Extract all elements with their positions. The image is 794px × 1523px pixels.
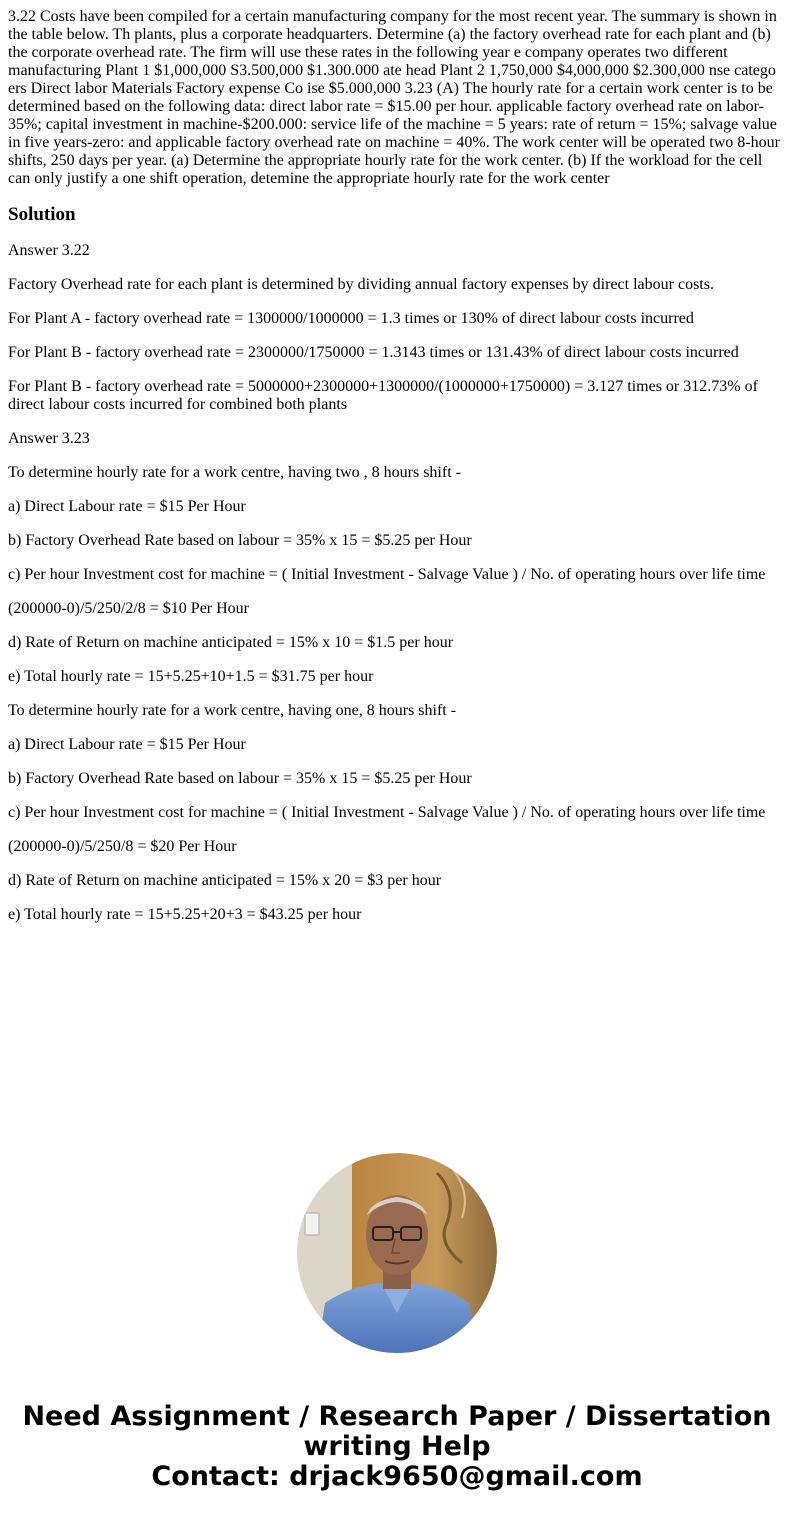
solution-paragraph: c) Per hour Investment cost for machine = ( Initial Investment - Salvage Value ) / No. of operating hours over life time <box>8 566 766 583</box>
contact-email: Contact: drjack9650@gmail.com <box>151 1461 643 1492</box>
solution-paragraph: To determine hourly rate for a work centre, having one, 8 hours shift - <box>8 702 457 719</box>
solution-paragraph: d) Rate of Return on machine anticipated = 15% x 20 = $3 per hour <box>8 872 442 889</box>
solution-paragraph: For Plant B - factory overhead rate = 5000000+2300000+1300000/(1000000+1750000) = 3.127 times or 312.73% of direct labour costs incurred for combined both plants <box>8 378 758 413</box>
solution-paragraph: For Plant B - factory overhead rate = 2300000/1750000 = 1.3143 times or 131.43% of direct labour costs incurred <box>8 344 739 361</box>
solution-paragraph: Answer 3.22 <box>8 242 90 259</box>
solution-paragraph: e) Total hourly rate = 15+5.25+20+3 = $43.25 per hour <box>8 906 362 923</box>
solution-heading: Solution <box>8 204 76 225</box>
solution-paragraph: b) Factory Overhead Rate based on labour = 35% x 15 = $5.25 per Hour <box>8 770 472 787</box>
solution-paragraph: a) Direct Labour rate = $15 Per Hour <box>8 498 246 515</box>
document-content <box>8 8 784 940</box>
promo-footer <box>0 1402 794 1492</box>
solution-paragraph: Factory Overhead rate for each plant is determined by dividing annual factory expenses by direct labour costs. <box>8 276 714 293</box>
solution-paragraph: To determine hourly rate for a work centre, having two , 8 hours shift - <box>8 464 461 481</box>
solution-paragraph: (200000-0)/5/250/8 = $20 Per Hour <box>8 838 237 855</box>
promo-line: writing Help <box>303 1431 491 1462</box>
solution-paragraph: b) Factory Overhead Rate based on labour = 35% x 15 = $5.25 per Hour <box>8 532 472 549</box>
solution-paragraph: Answer 3.23 <box>8 430 90 447</box>
solution-paragraph: (200000-0)/5/250/2/8 = $10 Per Hour <box>8 600 249 617</box>
question-text: 3.22 Costs have been compiled for a certain manufacturing company for the most recent year. The summary is shown in the table below. Th plants, plus a corporate headquarters. Determine (a) the factory overhead rate for each plant and (b) the corporate overhead rate. The firm will use these rates in the following year e company operates two different manufacturing Plant 1 $1,000,000 S3.500,000 $1.300.000 ate head Plant 2 1,750,000 $4,000,000 $2.300,000 nse catego ers Direct labor Materials Factory expense Co ise $5.000,000 3.23 (A) The hourly rate for a certain work center is to be determined based on the following data: direct labor rate = $15.00 per hour. applicable factory overhead rate on labor-35%; capital investment in machine-$200.000: service life of the machine = 5 years: rate of return = 15%; salvage value in five years-zero: and applicable factory overhead rate on machine = 40%. The work center will be operated two 8-hour shifts, 250 days per year. (a) Determine the appropriate hourly rate for the work center. (b) If the workload for the cell can only justify a one shift operation, detemine the appropriate hourly rate for the work center <box>8 8 780 187</box>
promo-line: Need Assignment / Research Paper / Dissertation <box>22 1401 772 1432</box>
solution-paragraph: c) Per hour Investment cost for machine = ( Initial Investment - Salvage Value ) / No. of operating hours over life time <box>8 804 766 821</box>
solution-paragraph: d) Rate of Return on machine anticipated = 15% x 10 = $1.5 per hour <box>8 634 454 651</box>
solution-paragraph: e) Total hourly rate = 15+5.25+10+1.5 = $31.75 per hour <box>8 668 374 685</box>
solution-paragraph: a) Direct Labour rate = $15 Per Hour <box>8 736 246 753</box>
solution-paragraph: For Plant A - factory overhead rate = 1300000/1000000 = 1.3 times or 130% of direct labour costs incurred <box>8 310 694 327</box>
author-photo <box>297 1153 497 1353</box>
solution-body <box>8 242 784 924</box>
portrait-image <box>297 1153 497 1353</box>
